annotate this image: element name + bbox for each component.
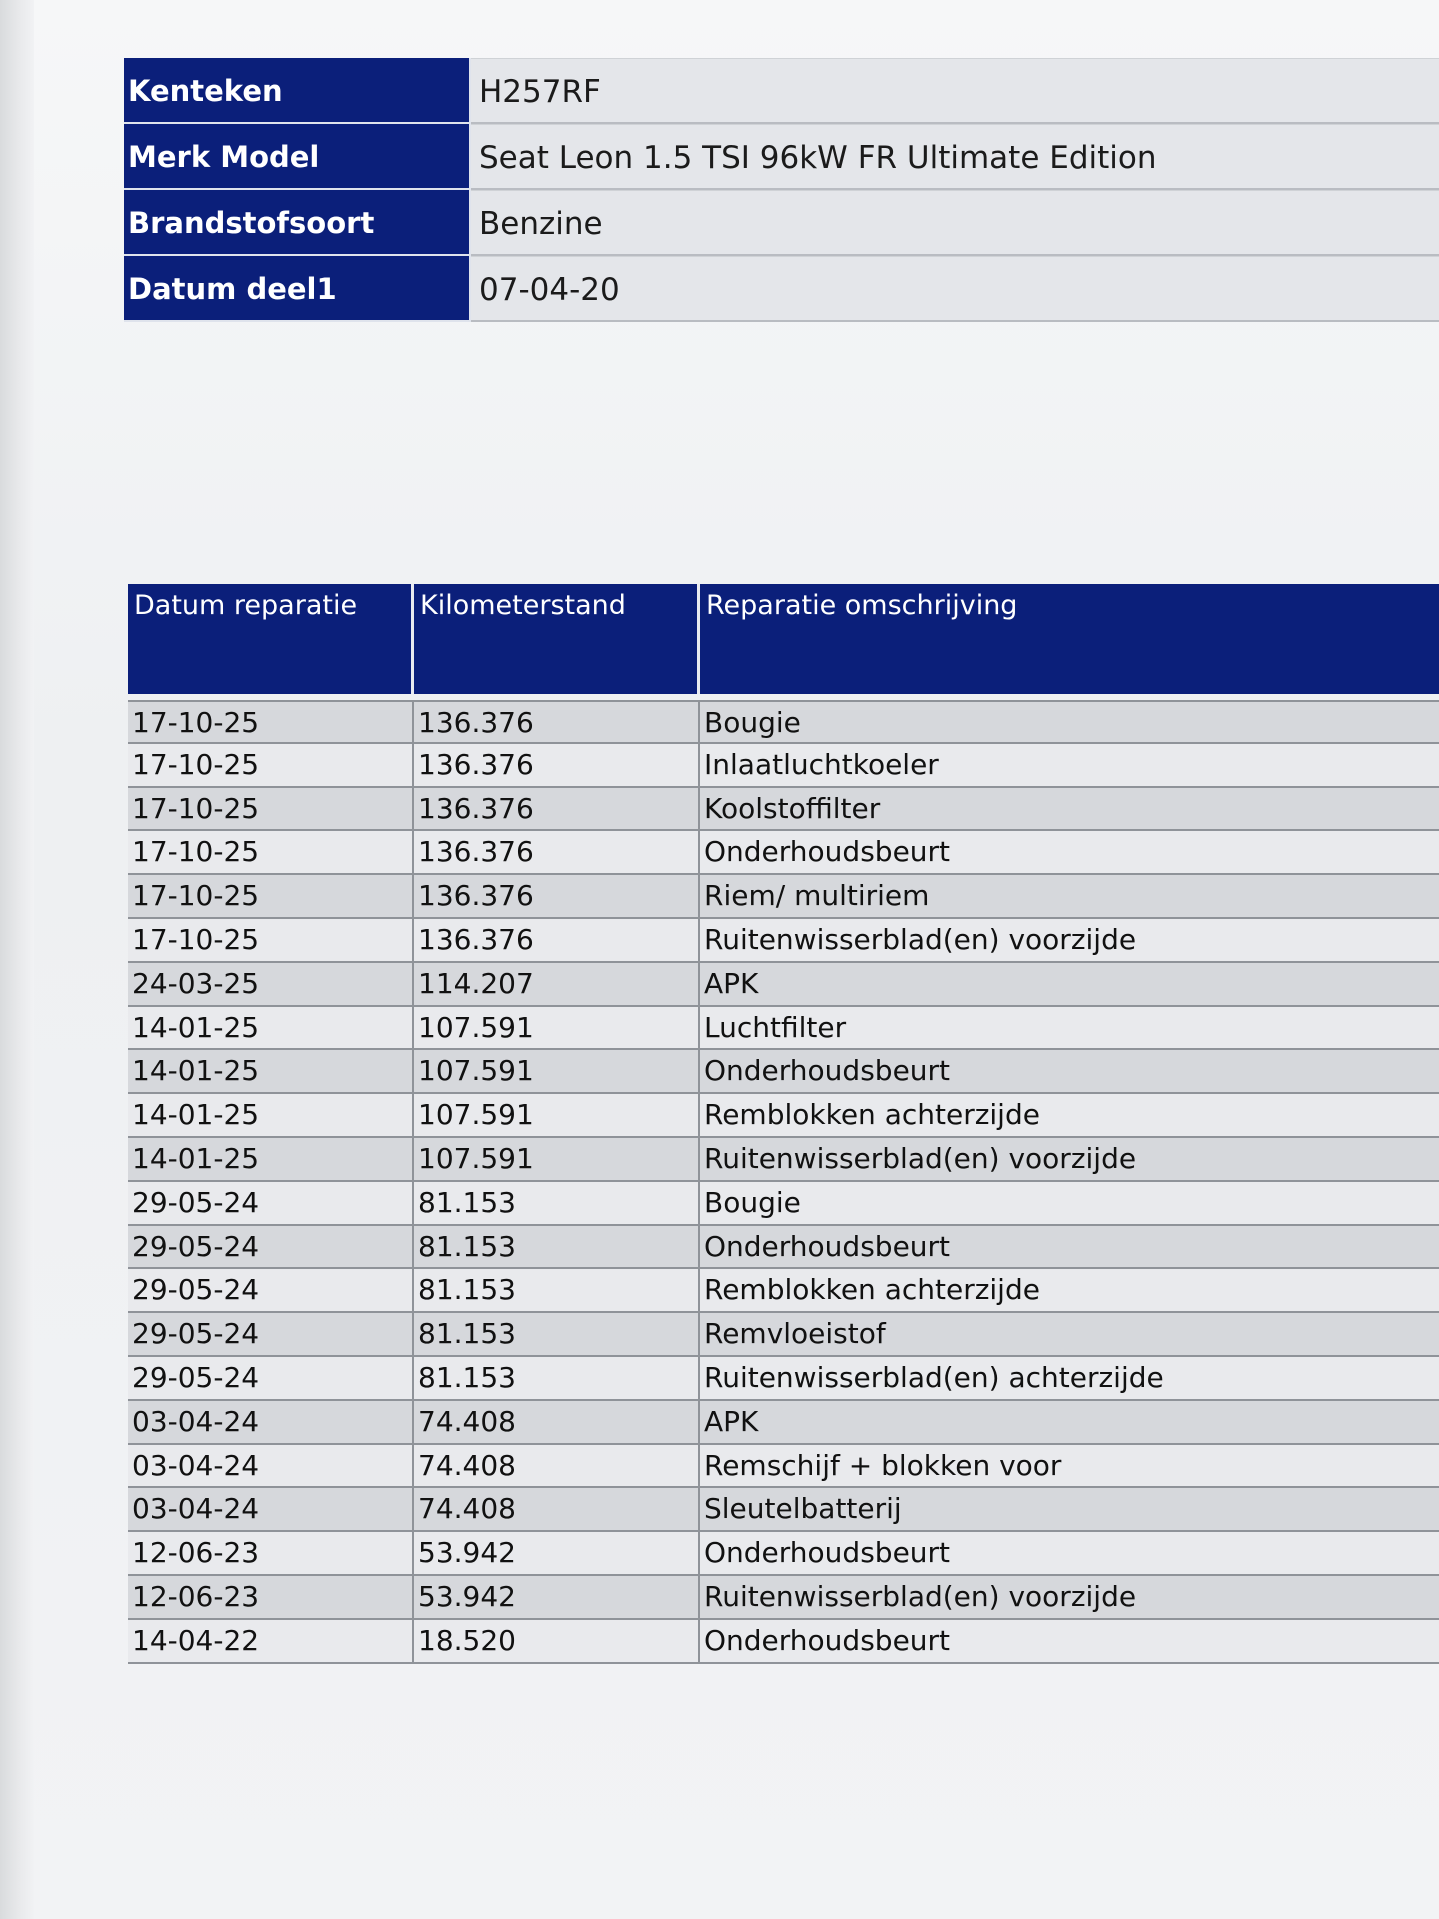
repair-description-cell: APK [700, 1401, 1439, 1443]
table-row [128, 788, 1439, 832]
repair-table-body [128, 700, 1439, 1664]
repair-mileage-cell: 107.591 [414, 1050, 700, 1092]
column-header-mileage[interactable]: Kilometerstand [414, 584, 700, 694]
table-row [128, 1138, 1439, 1182]
repair-mileage-cell: 136.376 [414, 702, 700, 742]
table-row [128, 1269, 1439, 1313]
repair-date-cell: 03-04-24 [128, 1401, 414, 1443]
table-row [128, 1357, 1439, 1401]
vehicle-info-table [124, 58, 1439, 322]
column-header-date[interactable]: Datum reparatie [128, 584, 414, 694]
repair-mileage-cell: 107.591 [414, 1007, 700, 1049]
table-row [128, 1226, 1439, 1270]
repair-mileage-cell: 136.376 [414, 744, 700, 786]
vehicle-info-label: Datum deel1 [124, 256, 471, 322]
repair-mileage-cell: 81.153 [414, 1269, 700, 1311]
repair-date-cell: 17-10-25 [128, 875, 414, 917]
vehicle-info-row [124, 58, 1439, 124]
vehicle-info-value: Benzine [471, 190, 1439, 256]
repair-description-cell: Onderhoudsbeurt [700, 1050, 1439, 1092]
vehicle-info-label: Kenteken [124, 58, 471, 124]
table-row [128, 1445, 1439, 1489]
repair-date-cell: 29-05-24 [128, 1269, 414, 1311]
repair-mileage-cell: 81.153 [414, 1182, 700, 1224]
repair-mileage-cell: 136.376 [414, 919, 700, 961]
repair-mileage-cell: 53.942 [414, 1576, 700, 1618]
repair-description-cell: Ruitenwisserblad(en) voorzijde [700, 1138, 1439, 1180]
repair-description-cell: Remschijf + blokken voor [700, 1445, 1439, 1487]
repair-date-cell: 03-04-24 [128, 1488, 414, 1530]
repair-description-cell: Inlaatluchtkoeler [700, 744, 1439, 786]
vehicle-info-label: Merk Model [124, 124, 471, 190]
repair-mileage-cell: 114.207 [414, 963, 700, 1005]
repair-date-cell: 03-04-24 [128, 1445, 414, 1487]
repair-date-cell: 17-10-25 [128, 702, 414, 742]
table-row [128, 1620, 1439, 1664]
table-row [128, 831, 1439, 875]
repair-date-cell: 14-01-25 [128, 1050, 414, 1092]
vehicle-info-row [124, 190, 1439, 256]
repair-description-cell: Ruitenwisserblad(en) voorzijde [700, 919, 1439, 961]
repair-description-cell: Ruitenwisserblad(en) voorzijde [700, 1576, 1439, 1618]
table-row [128, 919, 1439, 963]
repair-description-cell: Riem/ multiriem [700, 875, 1439, 917]
repair-description-cell: Koolstoffilter [700, 788, 1439, 830]
repair-description-cell: Luchtfilter [700, 1007, 1439, 1049]
repair-mileage-cell: 136.376 [414, 875, 700, 917]
repair-date-cell: 29-05-24 [128, 1182, 414, 1224]
repair-date-cell: 29-05-24 [128, 1226, 414, 1268]
repair-history-table [128, 584, 1439, 1664]
table-row [128, 1401, 1439, 1445]
repair-description-cell: Remblokken achterzijde [700, 1094, 1439, 1136]
repair-description-cell: Onderhoudsbeurt [700, 1226, 1439, 1268]
repair-date-cell: 14-01-25 [128, 1138, 414, 1180]
left-edge [0, 0, 34, 1919]
repair-mileage-cell: 74.408 [414, 1445, 700, 1487]
table-row [128, 1182, 1439, 1226]
repair-mileage-cell: 74.408 [414, 1488, 700, 1530]
repair-mileage-cell: 107.591 [414, 1138, 700, 1180]
vehicle-info-value: H257RF [471, 58, 1439, 124]
table-row [128, 1050, 1439, 1094]
repair-mileage-cell: 81.153 [414, 1357, 700, 1399]
repair-description-cell: Bougie [700, 1182, 1439, 1224]
table-row [128, 1488, 1439, 1532]
repair-mileage-cell: 53.942 [414, 1532, 700, 1574]
repair-mileage-cell: 107.591 [414, 1094, 700, 1136]
table-row [128, 700, 1439, 744]
table-row [128, 1532, 1439, 1576]
repair-mileage-cell: 136.376 [414, 831, 700, 873]
repair-date-cell: 14-01-25 [128, 1094, 414, 1136]
repair-description-cell: Bougie [700, 702, 1439, 742]
repair-description-cell: Sleutelbatterij [700, 1488, 1439, 1530]
table-row [128, 1313, 1439, 1357]
vehicle-info-value: Seat Leon 1.5 TSI 96kW FR Ultimate Edition [471, 124, 1439, 190]
table-row [128, 1576, 1439, 1620]
repair-date-cell: 17-10-25 [128, 744, 414, 786]
repair-description-cell: Onderhoudsbeurt [700, 1620, 1439, 1662]
repair-date-cell: 17-10-25 [128, 831, 414, 873]
repair-date-cell: 17-10-25 [128, 788, 414, 830]
vehicle-info-label: Brandstofsoort [124, 190, 471, 256]
repair-date-cell: 12-06-23 [128, 1576, 414, 1618]
table-row [128, 875, 1439, 919]
repair-mileage-cell: 136.376 [414, 788, 700, 830]
column-header-description[interactable]: Reparatie omschrijving [706, 590, 1018, 621]
repair-mileage-cell: 81.153 [414, 1313, 700, 1355]
repair-mileage-cell: 18.520 [414, 1620, 700, 1662]
repair-description-cell: Onderhoudsbeurt [700, 831, 1439, 873]
vehicle-info-row [124, 124, 1439, 190]
repair-mileage-cell: 74.408 [414, 1401, 700, 1443]
repair-description-cell: APK [700, 963, 1439, 1005]
repair-date-cell: 12-06-23 [128, 1532, 414, 1574]
repair-description-cell: Onderhoudsbeurt [700, 1532, 1439, 1574]
repair-date-cell: 14-01-25 [128, 1007, 414, 1049]
repair-description-cell: Ruitenwisserblad(en) achterzijde [700, 1357, 1439, 1399]
repair-date-cell: 17-10-25 [128, 919, 414, 961]
repair-description-cell: Remvloeistof [700, 1313, 1439, 1355]
repair-description-cell: Remblokken achterzijde [700, 1269, 1439, 1311]
repair-date-cell: 14-04-22 [128, 1620, 414, 1662]
table-row [128, 1094, 1439, 1138]
table-row [128, 963, 1439, 1007]
repair-date-cell: 24-03-25 [128, 963, 414, 1005]
table-row [128, 744, 1439, 788]
vehicle-info-row [124, 256, 1439, 322]
repair-mileage-cell: 81.153 [414, 1226, 700, 1268]
table-row [128, 1007, 1439, 1051]
vehicle-info-value: 07-04-20 [471, 256, 1439, 322]
repair-date-cell: 29-05-24 [128, 1357, 414, 1399]
repair-date-cell: 29-05-24 [128, 1313, 414, 1355]
repair-table-header [128, 584, 1439, 694]
